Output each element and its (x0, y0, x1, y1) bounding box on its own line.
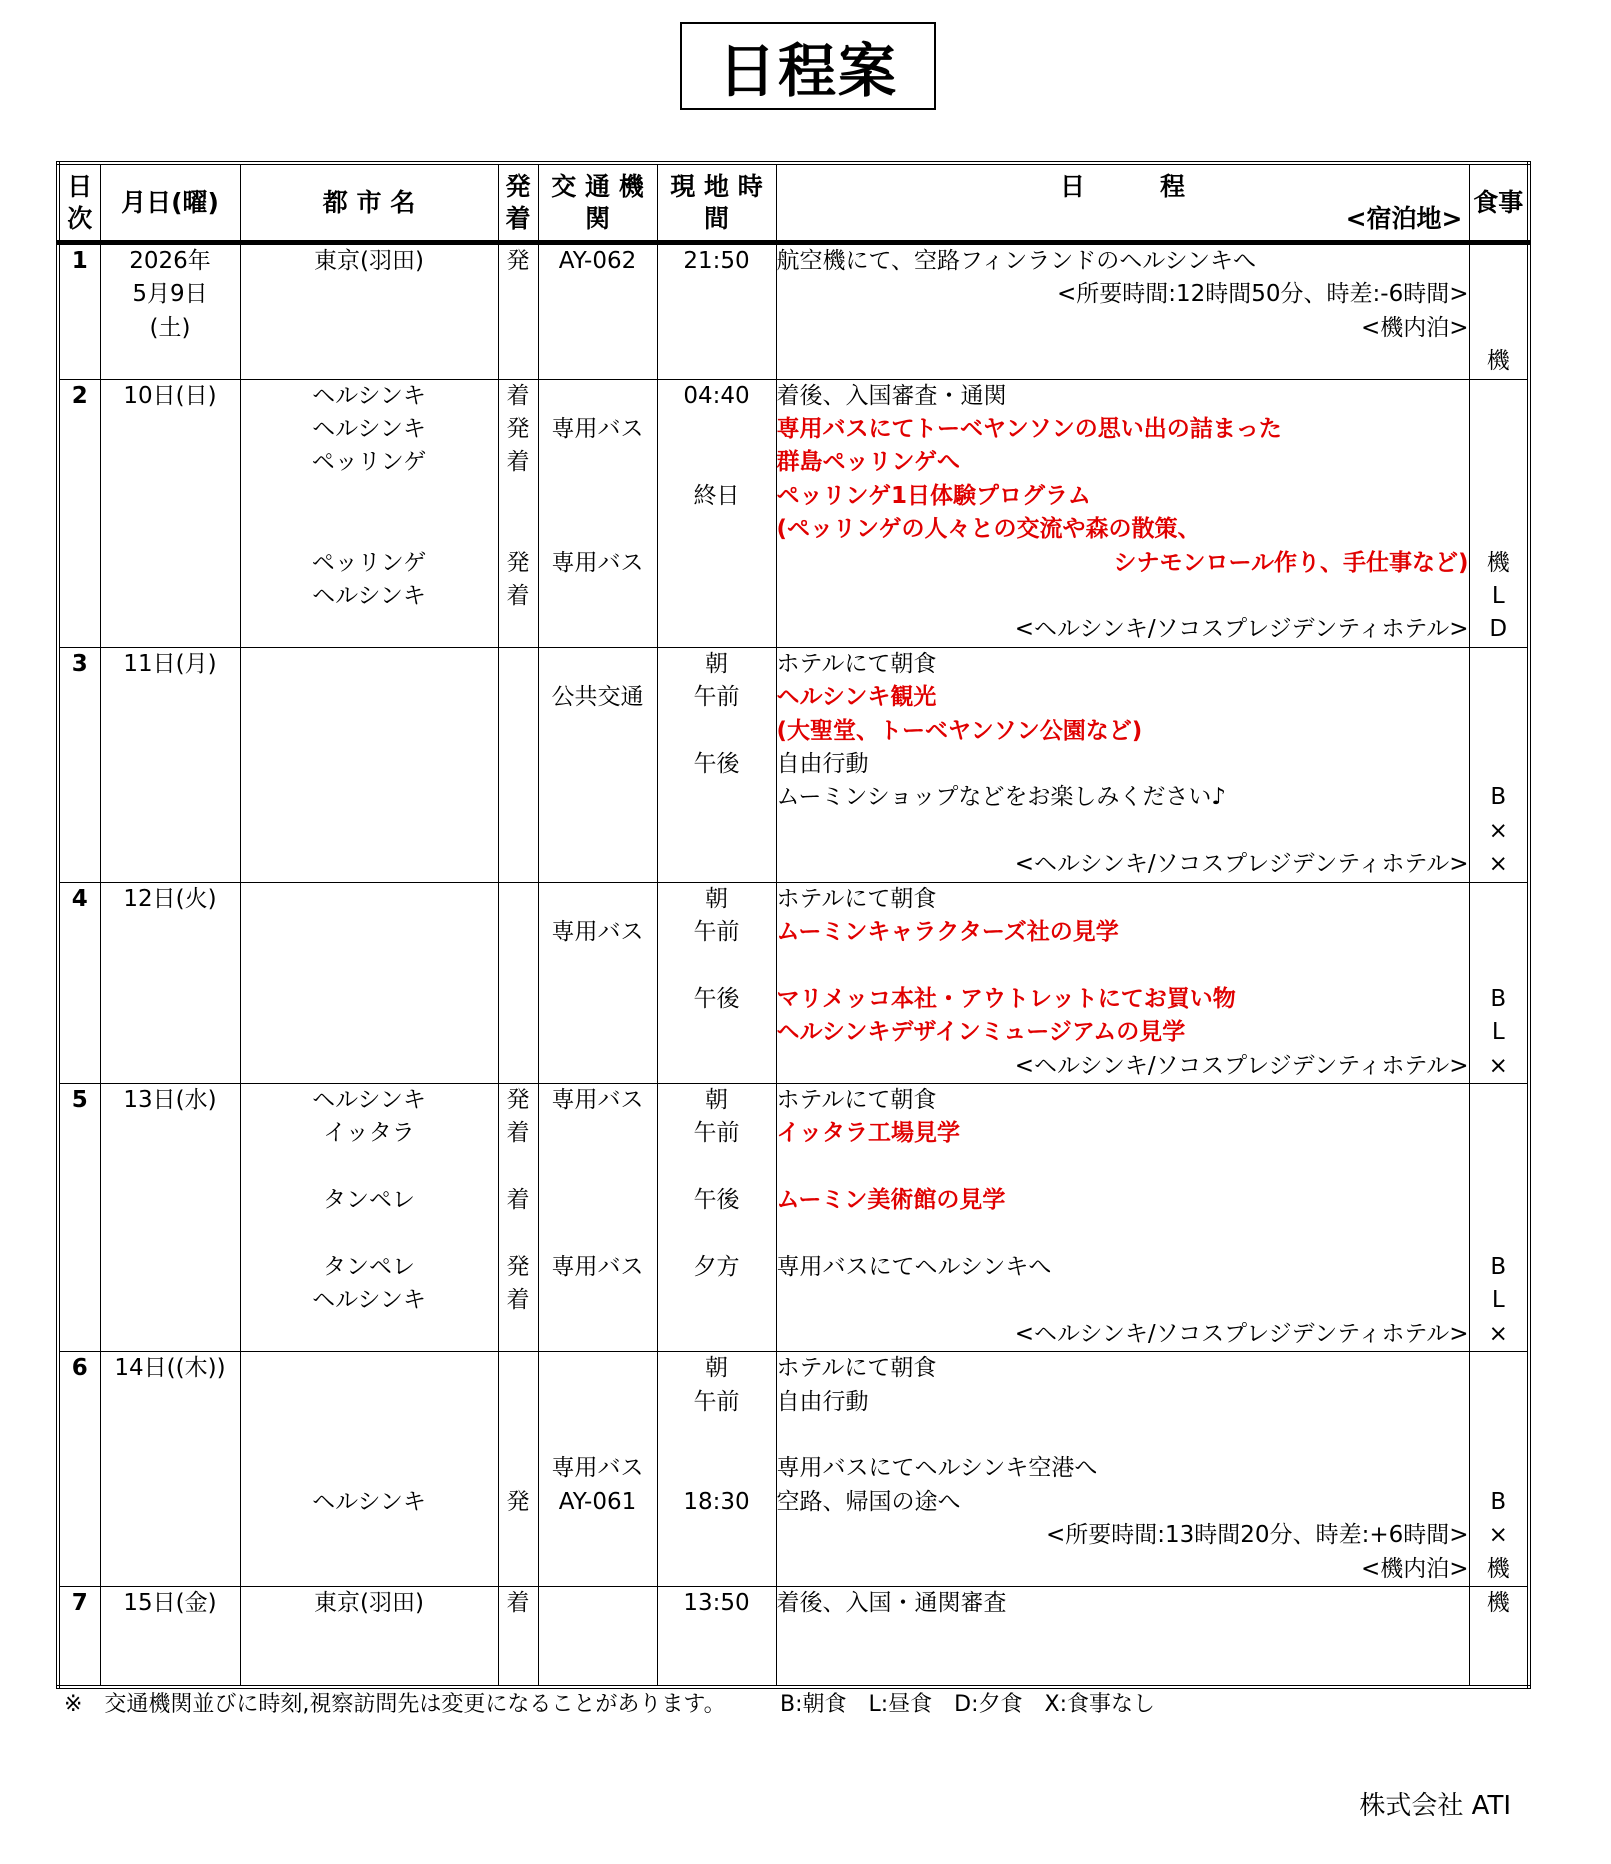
date-cell (100, 243, 240, 380)
meal-cell-line (1470, 1184, 1528, 1217)
city-cell (240, 1352, 498, 1587)
meal-cell-line: 機 (1486, 1555, 1510, 1582)
program-cell-line: <機内泊> (1360, 1555, 1469, 1582)
transport-cell-line: 専用バス (551, 919, 644, 946)
program-cell-line: <ヘルシンキ/ソコスプレジデンティホテル> (1014, 851, 1469, 878)
city-cell-line (241, 1419, 498, 1452)
depart-cell-line: 発 (506, 549, 530, 576)
program-cell-line (777, 1284, 1469, 1317)
meal-cell-line: × (1488, 1052, 1508, 1079)
program-cell-line: (大聖堂、トーベヤンソン公園など) (776, 717, 1143, 744)
time-cell-line: 04:40 (683, 382, 750, 409)
meal-cell (1469, 882, 1529, 1083)
time-cell (657, 1587, 776, 1687)
time-cell (657, 882, 776, 1083)
program-cell-line: イッタラ工場見学 (776, 1120, 961, 1147)
city-cell (240, 243, 498, 380)
meal-cell (1469, 243, 1529, 380)
city-cell-line (241, 1352, 498, 1385)
city-cell-line: タンペレ (323, 1254, 415, 1281)
meal-cell-line: B (1490, 784, 1507, 811)
meal-cell-line (1470, 883, 1528, 916)
schedule-table (56, 161, 1531, 1689)
program-cell (776, 1084, 1469, 1352)
schedule-row (58, 882, 1529, 1083)
meal-cell (1469, 1352, 1529, 1587)
date-cell-line: (土) (149, 314, 191, 341)
day-number: 1 (58, 243, 100, 380)
depart-cell-line: 着 (506, 1287, 530, 1314)
meal-cell-line: L (1491, 1019, 1505, 1046)
city-cell-line (241, 1452, 498, 1485)
meal-cell-line (1470, 278, 1528, 311)
date-cell (100, 882, 240, 1083)
depart-cell-line (499, 1352, 538, 1385)
city-cell-line: タンペレ (323, 1187, 415, 1214)
time-cell-line (658, 715, 776, 748)
meal-cell (1469, 647, 1529, 882)
transport-cell-line (539, 480, 657, 513)
transport-cell-line (539, 1352, 657, 1385)
meal-cell-line (1470, 312, 1528, 345)
program-cell-line (777, 1218, 1469, 1251)
depart-cell (498, 647, 538, 882)
time-cell-line (658, 949, 776, 982)
city-cell-line (241, 1218, 498, 1251)
meal-cell (1469, 1084, 1529, 1352)
program-cell-line: <ヘルシンキ/ソコスプレジデンティホテル> (1014, 1320, 1469, 1347)
depart-cell-line: 着 (506, 1590, 530, 1617)
time-cell-line: 午前 (693, 684, 740, 711)
meal-cell-line (1470, 648, 1528, 681)
program-cell-line: 自由行動 (776, 751, 869, 778)
depart-cell-line (499, 1419, 538, 1452)
meal-legend: B:朝食 L:昼食 D:夕食 X:食事なし (780, 1692, 1156, 1717)
day-number: 5 (58, 1084, 100, 1352)
date-cell-line: 14日((木)) (114, 1355, 226, 1382)
depart-cell-line (499, 1218, 538, 1251)
time-cell (657, 647, 776, 882)
schedule-row (58, 379, 1529, 647)
meal-cell-line: × (1488, 1522, 1508, 1549)
program-cell (776, 882, 1469, 1083)
program-cell-line: ムーミンキャラクターズ社の見学 (776, 919, 1119, 946)
schedule-row (58, 243, 1529, 380)
time-cell-line: 18:30 (683, 1488, 750, 1515)
city-cell-line: イッタラ (323, 1120, 415, 1147)
depart-cell (498, 379, 538, 647)
transport-cell-line (539, 648, 657, 681)
time-cell-line: 午前 (693, 1388, 740, 1415)
program-cell-line: ホテルにて朝食 (776, 885, 937, 912)
program-cell (776, 1352, 1469, 1587)
city-cell-line: ペッリンゲ (311, 449, 427, 476)
city-cell-line (241, 1386, 498, 1419)
meal-cell-line: 機 (1486, 1590, 1510, 1617)
depart-cell-line: 発 (506, 248, 530, 274)
schedule-row (58, 1352, 1529, 1587)
program-cell-line: ヘルシンキデザインミュージアムの見学 (776, 1019, 1186, 1046)
city-cell-line: 東京(羽田) (314, 1590, 424, 1617)
header-date: 月日(曜) (100, 163, 240, 243)
time-cell-line (658, 1419, 776, 1452)
program-cell-line (777, 815, 1469, 848)
meal-cell-line: 機 (1486, 348, 1510, 375)
date-cell-line: 2026年 (129, 248, 211, 274)
program-cell (776, 379, 1469, 647)
program-cell-line: 空路、帰国の途へ (776, 1488, 961, 1515)
transport-cell-line: 専用バス (551, 549, 644, 576)
transport-cell-line (539, 1218, 657, 1251)
schedule-body (58, 243, 1529, 1687)
date-cell (100, 1587, 240, 1687)
program-cell-line: 群島ペッリンゲへ (776, 449, 961, 476)
depart-cell-line: 発 (506, 1087, 530, 1114)
program-cell-line (777, 1151, 1469, 1184)
program-cell-line: 着後、入国・通関審査 (776, 1590, 1007, 1617)
depart-cell-line (499, 1386, 538, 1419)
schedule-row (58, 1084, 1529, 1352)
meal-cell-line (1470, 1117, 1528, 1150)
program-cell-line: シナモンロール作り、手仕事など) (1113, 549, 1469, 576)
depart-cell-line: 着 (506, 382, 530, 409)
time-cell-line (658, 1151, 776, 1184)
day-number: 3 (58, 647, 100, 882)
program-cell-line: ペッリンゲ1日体験プログラム (776, 482, 1091, 509)
time-cell (657, 243, 776, 380)
time-cell-line: 21:50 (683, 248, 750, 274)
meal-cell-line: B (1490, 985, 1507, 1012)
time-cell-line: 夕方 (693, 1254, 740, 1281)
day-number: 4 (58, 882, 100, 1083)
city-cell-line: 東京(羽田) (314, 248, 424, 274)
meal-cell (1469, 1587, 1529, 1687)
transport-cell (538, 243, 657, 380)
meal-cell-line (1470, 380, 1528, 413)
program-cell (776, 647, 1469, 882)
city-cell-line: ヘルシンキ (312, 582, 426, 609)
time-cell-line (658, 413, 776, 446)
program-cell-line: <機内泊> (1360, 314, 1469, 341)
meal-cell-line: L (1491, 1287, 1505, 1314)
city-cell-line: ヘルシンキ (312, 1488, 426, 1515)
date-cell (100, 1084, 240, 1352)
time-cell-line: 朝 (705, 1087, 728, 1114)
transport-cell-line: 専用バス (551, 1254, 644, 1281)
depart-cell-line (499, 1151, 538, 1184)
program-cell-line: <所要時間:12時間50分、時差:-6時間> (1056, 281, 1469, 308)
time-cell (657, 1084, 776, 1352)
city-cell (240, 647, 498, 882)
program-cell-line: 着後、入国審査・通関 (776, 382, 1007, 409)
date-cell-line: 5月9日 (132, 281, 208, 308)
header-meal: 食事 (1469, 163, 1529, 243)
transport-cell-line: AY-061 (558, 1488, 637, 1515)
depart-cell-line: 着 (506, 1120, 530, 1147)
city-cell-line: ヘルシンキ (312, 382, 426, 409)
meal-cell-line: B (1490, 1488, 1507, 1515)
program-cell-line: (ペッリンゲの人々との交流や森の散策、 (776, 516, 1201, 543)
depart-cell (498, 1352, 538, 1587)
meal-cell-line (1470, 413, 1528, 446)
transport-cell-line (539, 380, 657, 413)
program-cell-line (777, 949, 1469, 982)
program-cell-line: 自由行動 (776, 1388, 869, 1415)
time-cell-line: 13:50 (683, 1590, 750, 1617)
transport-cell (538, 1352, 657, 1587)
meal-cell-line (1470, 513, 1528, 546)
city-cell (240, 1084, 498, 1352)
date-cell (100, 379, 240, 647)
transport-cell (538, 379, 657, 647)
meal-cell (1469, 379, 1529, 647)
meal-cell-line (1470, 1084, 1528, 1117)
meal-cell-line: 機 (1486, 549, 1510, 576)
meal-cell-line: B (1490, 1254, 1507, 1281)
city-cell (240, 882, 498, 1083)
transport-cell-line: 専用バス (551, 1087, 644, 1114)
city-cell-line (241, 513, 498, 546)
date-cell-line: 12日(火) (123, 885, 217, 912)
date-cell-line: 13日(水) (123, 1087, 217, 1114)
time-cell-line: 朝 (705, 885, 728, 912)
program-cell-line: <所要時間:13時間20分、時差:+6時間> (1046, 1522, 1469, 1549)
header-lodging: <宿泊地> (1345, 203, 1463, 233)
schedule-row (58, 647, 1529, 882)
program-cell-line: 専用バスにてトーベヤンソンの思い出の詰まった (776, 415, 1282, 442)
meal-cell-line: D (1489, 616, 1508, 643)
time-cell-line (658, 446, 776, 479)
header-row (58, 163, 1529, 243)
header-depart: 発着 (498, 163, 538, 243)
header-city: 都 市 名 (240, 163, 498, 243)
program-cell-line: ムーミン美術館の見学 (776, 1187, 1006, 1214)
time-cell-line (658, 1218, 776, 1251)
page-title: 日程案 (717, 37, 898, 105)
header-program: 日 程 <宿泊地> (776, 163, 1469, 243)
transport-cell (538, 1587, 657, 1687)
meal-cell-line (1470, 1419, 1528, 1452)
transport-cell (538, 1084, 657, 1352)
transport-cell-line: AY-062 (558, 248, 637, 274)
city-cell-line: ヘルシンキ (312, 1287, 426, 1314)
depart-cell-line (499, 480, 538, 513)
program-cell-line: ホテルにて朝食 (776, 1087, 937, 1114)
time-cell-line: 終日 (693, 482, 740, 509)
city-cell (240, 1587, 498, 1687)
meal-cell-line (1470, 245, 1528, 278)
program-cell-line: 専用バスにてヘルシンキへ (776, 1254, 1052, 1281)
meal-cell-line: L (1491, 582, 1505, 609)
meal-cell-line: × (1488, 1320, 1508, 1347)
meal-cell-line (1470, 480, 1528, 513)
time-cell-line: 朝 (705, 1355, 728, 1382)
time-cell (657, 379, 776, 647)
header-time: 現 地 時 間 (657, 163, 776, 243)
meal-cell-line (1470, 1452, 1528, 1485)
schedule-row (58, 1587, 1529, 1687)
depart-cell-line: 発 (506, 1488, 530, 1515)
time-cell-line: 午前 (693, 1120, 740, 1147)
meal-cell-line (1470, 715, 1528, 748)
program-cell-line (777, 580, 1469, 613)
time-cell (657, 1352, 776, 1587)
program-cell-line: <ヘルシンキ/ソコスプレジデンティホテル> (1014, 1052, 1469, 1079)
meal-cell-line (1470, 1151, 1528, 1184)
meal-cell-line (1470, 1352, 1528, 1385)
header-day: 日次 (58, 163, 100, 243)
meal-cell-line: × (1488, 817, 1508, 844)
depart-cell-line (499, 1452, 538, 1485)
transport-cell-line: 公共交通 (551, 684, 644, 711)
transport-cell (538, 647, 657, 882)
day-number: 6 (58, 1352, 100, 1587)
city-cell-line: ペッリンゲ (311, 549, 427, 576)
program-cell (776, 243, 1469, 380)
company-name: 株式会社 ATI (1359, 1791, 1511, 1821)
meal-cell-line (1470, 1218, 1528, 1251)
date-cell-line: 11日(月) (123, 650, 217, 677)
program-cell-line: 航空機にて、空路フィンランドのヘルシンキへ (776, 248, 1257, 274)
program-cell-line (777, 1419, 1469, 1452)
transport-cell-line (539, 1151, 657, 1184)
transport-cell-line: 専用バス (551, 415, 644, 442)
header-transport: 交 通 機 関 (538, 163, 657, 243)
program-cell-line: ホテルにて朝食 (776, 650, 937, 677)
title-box (680, 22, 936, 110)
city-cell-line: ヘルシンキ (312, 1087, 426, 1114)
date-cell (100, 1352, 240, 1587)
program-cell-line: ムーミンショップなどをお楽しみください♪ (776, 784, 1226, 811)
day-number: 2 (58, 379, 100, 647)
footnote: ※ 交通機関並びに時刻,視察訪問先は変更になることがあります。 (64, 1692, 726, 1717)
depart-cell (498, 243, 538, 380)
transport-cell-line (539, 513, 657, 546)
program-cell-line: 専用バスにてヘルシンキ空港へ (776, 1455, 1098, 1482)
time-cell-line: 午前 (693, 919, 740, 946)
city-cell-line: ヘルシンキ (312, 415, 426, 442)
time-cell-line: 午後 (693, 985, 740, 1012)
depart-cell (498, 882, 538, 1083)
meal-cell-line (1470, 916, 1528, 949)
transport-cell-line: 専用バス (551, 1455, 644, 1482)
city-cell-line (241, 1151, 498, 1184)
depart-cell-line: 発 (506, 415, 530, 442)
program-cell-line: ホテルにて朝食 (776, 1355, 937, 1382)
date-cell-line: 15日(金) (123, 1590, 217, 1617)
meal-cell-line (1470, 748, 1528, 781)
program-cell (776, 1587, 1469, 1687)
time-cell-line: 午後 (693, 751, 740, 778)
transport-cell-line (539, 1184, 657, 1217)
depart-cell (498, 1084, 538, 1352)
time-cell-line (658, 1452, 776, 1485)
date-cell (100, 647, 240, 882)
program-cell-line: ヘルシンキ観光 (776, 684, 937, 711)
city-cell (240, 379, 498, 647)
city-cell-line (241, 480, 498, 513)
depart-cell-line (499, 513, 538, 546)
depart-cell-line: 着 (506, 582, 530, 609)
time-cell-line: 午後 (693, 1187, 740, 1214)
day-number: 7 (58, 1587, 100, 1687)
meal-cell-line: × (1488, 851, 1508, 878)
transport-cell (538, 882, 657, 1083)
meal-cell-line (1470, 446, 1528, 479)
transport-cell-line (539, 446, 657, 479)
program-cell-line: <ヘルシンキ/ソコスプレジデンティホテル> (1014, 616, 1469, 643)
transport-cell-line (539, 1386, 657, 1419)
meal-cell-line (1470, 681, 1528, 714)
date-cell-line: 10日(日) (123, 382, 217, 409)
depart-cell (498, 1587, 538, 1687)
depart-cell-line: 着 (506, 1187, 530, 1214)
depart-cell-line: 発 (506, 1254, 530, 1281)
transport-cell-line (539, 1419, 657, 1452)
meal-cell-line (1470, 949, 1528, 982)
depart-cell-line: 着 (506, 449, 530, 476)
meal-cell-line (1470, 1386, 1528, 1419)
transport-cell-line (539, 1117, 657, 1150)
time-cell-line: 朝 (705, 650, 728, 677)
transport-cell-line (539, 883, 657, 916)
program-cell-line: マリメッコ本社・アウトレットにてお買い物 (776, 985, 1236, 1012)
